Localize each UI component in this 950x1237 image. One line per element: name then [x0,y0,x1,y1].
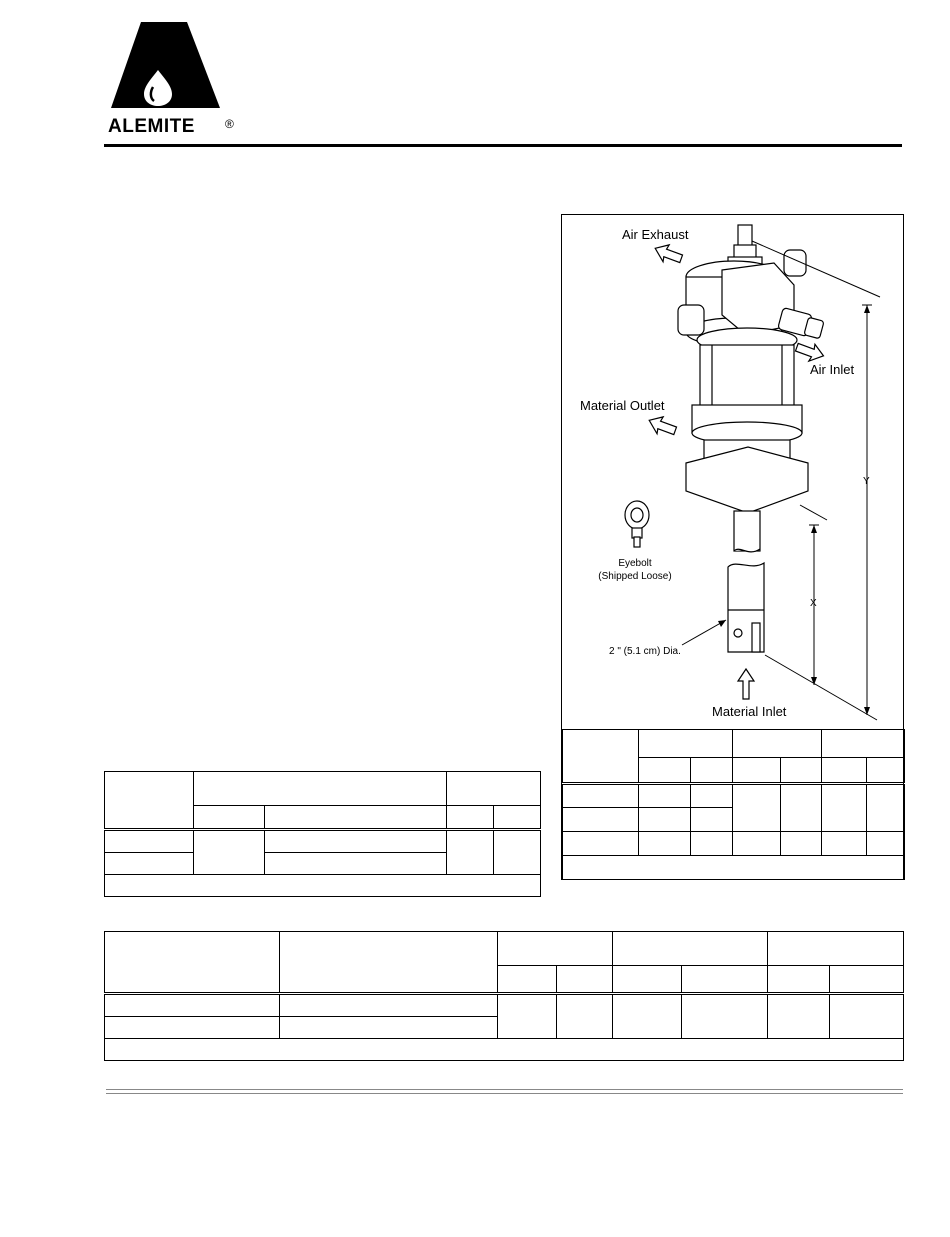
table-cell [105,1016,280,1038]
alemite-logo [108,20,223,112]
dimension-y-label: Y [863,476,870,487]
material-inlet-label: Material Inlet [712,704,787,719]
table-cell [447,772,541,806]
dimensions-table [562,729,905,880]
table-cell [280,932,498,994]
table-cell [498,966,557,994]
shipped-loose-text: (Shipped Loose) [598,571,672,582]
table-row [563,856,905,880]
table-cell [830,994,904,1038]
header-rule [104,144,902,147]
air-inlet-label: Air Inlet [810,362,855,377]
table-cell [498,932,613,966]
table-row [105,994,904,1016]
table-cell [563,730,639,784]
table-cell [639,758,691,784]
table-row [563,832,905,856]
table-cell [733,758,781,784]
table-cell [280,1016,498,1038]
table-cell [639,808,691,832]
eyebolt-text: Eyebolt [618,558,652,569]
table-cell [691,758,733,784]
table-cell [733,832,781,856]
model-table [104,931,904,1061]
table-cell [867,784,905,832]
table-cell [639,784,691,808]
table-cell [105,994,280,1016]
table-row [563,784,905,808]
diameter-label: 2 " (5.1 cm) Dia. [609,646,681,657]
table-cell [557,966,613,994]
table-cell [563,784,639,808]
logo-text: ALEMITE [108,116,195,137]
specification-table [104,771,541,897]
table-cell [265,852,447,874]
table-cell [265,806,447,830]
material-outlet-arrow-icon [646,413,678,439]
table-cell [691,808,733,832]
eyebolt-label [585,558,685,582]
dimension-x-label: X [810,598,817,609]
table-cell [768,994,830,1038]
table-cell [105,932,280,994]
table-cell [613,966,682,994]
table-row [105,772,541,806]
table-row [563,730,905,758]
table-cell [194,806,265,830]
table-cell [613,994,682,1038]
table-cell [105,874,541,896]
table-cell [691,832,733,856]
table-cell [768,966,830,994]
table-cell [105,772,194,830]
material-outlet-label: Material Outlet [580,398,665,413]
table-cell [781,758,822,784]
table-cell [822,832,867,856]
air-exhaust-label: Air Exhaust [622,227,689,242]
table-cell [494,806,541,830]
table-cell [768,932,904,966]
table-cell [563,832,639,856]
table-cell [822,758,867,784]
registered-mark: ® [225,117,234,131]
table-cell [447,806,494,830]
table-cell [867,758,905,784]
table-cell [194,830,265,874]
table-cell [563,856,905,880]
table-cell [639,832,691,856]
table-row [105,830,541,852]
table-cell [781,784,822,832]
table-cell [733,730,822,758]
table-cell [447,830,494,874]
table-cell [265,830,447,852]
table-cell [105,852,194,874]
footer-rule [106,1089,903,1094]
table-cell [682,966,768,994]
table-cell [867,832,905,856]
table-cell [781,832,822,856]
table-cell [498,994,557,1038]
table-cell [280,994,498,1016]
table-row [105,932,904,966]
table-cell [682,994,768,1038]
table-row [105,1038,904,1060]
alemite-triangle-logo-icon [108,20,223,112]
logo-wordmark [108,116,195,138]
eyebolt-icon [625,501,649,547]
table-cell [563,808,639,832]
table-cell [494,830,541,874]
table-cell [613,932,768,966]
material-inlet-arrow-icon [738,669,754,699]
table-cell [105,830,194,852]
table-cell [733,784,781,832]
table-row [105,874,541,896]
table-cell [830,966,904,994]
table-cell [822,730,905,758]
table-cell [639,730,733,758]
table-cell [557,994,613,1038]
table-cell [105,1038,904,1060]
air-exhaust-arrow-icon [652,241,684,267]
table-cell [822,784,867,832]
table-cell [194,772,447,806]
table-cell [691,784,733,808]
